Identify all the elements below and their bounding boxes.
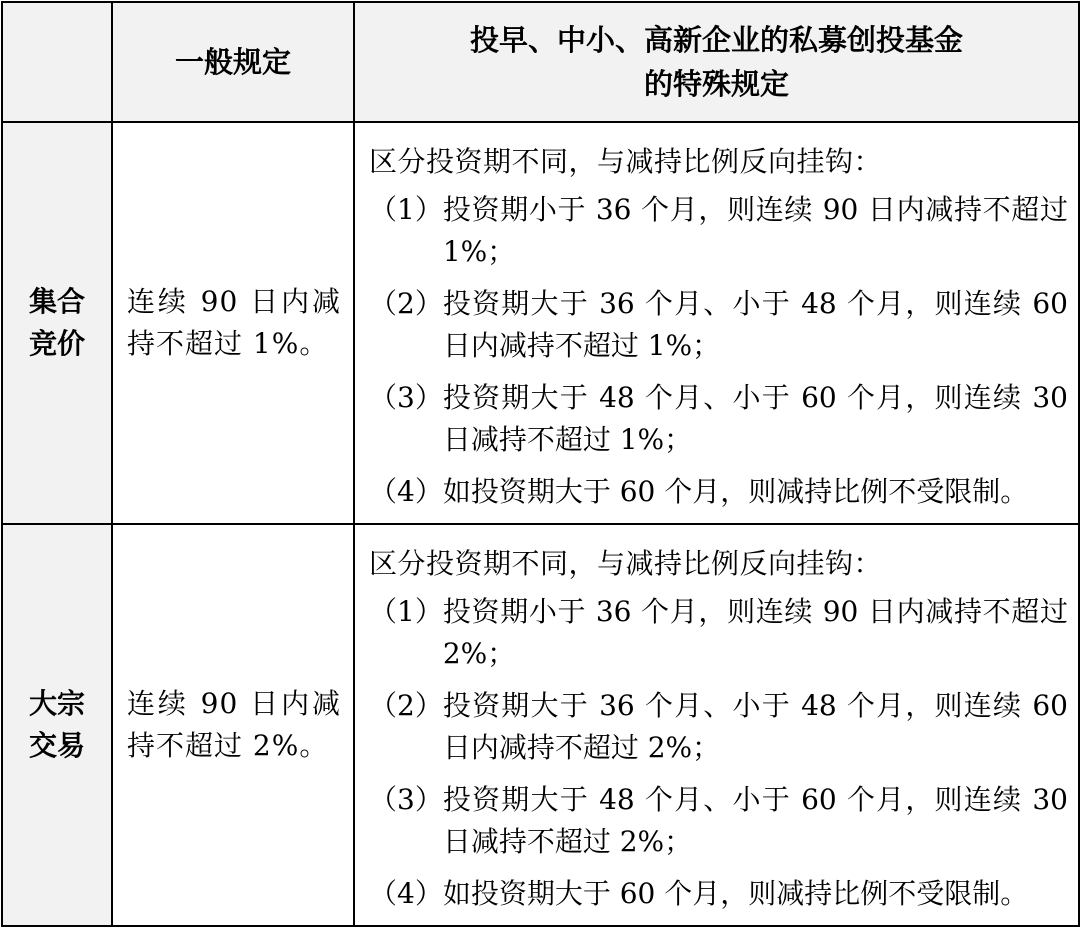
special-rule-item — [369, 189, 1068, 273]
table-header-row — [2, 2, 1079, 122]
special-rule-auction — [354, 122, 1079, 524]
row-label-line-2: 交易 — [28, 729, 85, 762]
special-rule-item — [369, 377, 1068, 461]
item-number: （4） — [369, 475, 443, 508]
item-number: （2） — [369, 689, 443, 722]
item-number: （1） — [369, 595, 443, 628]
item-number: （2） — [369, 287, 443, 320]
special-rule-item — [369, 283, 1068, 367]
header-corner-cell — [2, 2, 112, 122]
item-text: 投资期大于 48 个月、小于 60 个月，则连续 30 日减持不超过 1%； — [442, 381, 1068, 456]
special-rule-item — [369, 779, 1068, 863]
item-number: （1） — [369, 193, 443, 226]
header-general-rules: 一般规定 — [112, 2, 354, 122]
item-text: 投资期大于 36 个月、小于 48 个月，则连续 60 日内减持不超过 1%； — [442, 287, 1068, 362]
row-label-block-trade — [2, 524, 112, 926]
header-special-line-1: 投早、中小、高新企业的私募创投基金 — [469, 23, 963, 57]
general-rule-block-trade: 连续 90 日内减持不超过 2%。 — [112, 524, 354, 926]
item-text: 投资期大于 36 个月、小于 48 个月，则连续 60 日内减持不超过 2%； — [442, 689, 1068, 764]
special-rule-intro: 区分投资期不同，与减持比例反向挂钩： — [369, 547, 883, 580]
row-label-line-2: 竞价 — [28, 327, 85, 360]
item-text: 投资期大于 48 个月、小于 60 个月，则连续 30 日减持不超过 2%； — [442, 783, 1068, 858]
item-number: （4） — [369, 877, 443, 910]
special-rule-item — [369, 471, 1068, 513]
item-text: 投资期小于 36 个月，则连续 90 日内减持不超过 2%； — [442, 595, 1068, 670]
general-rule-auction: 连续 90 日内减持不超过 1%。 — [112, 122, 354, 524]
row-label-auction — [2, 122, 112, 524]
item-text: 如投资期大于 60 个月，则减持比例不受限制。 — [442, 877, 1029, 910]
row-label-line-1: 集合 — [28, 285, 85, 318]
reduction-rules-table — [1, 1, 1080, 927]
table-row-auction — [2, 122, 1079, 524]
item-text: 投资期小于 36 个月，则连续 90 日内减持不超过 1%； — [442, 193, 1068, 268]
item-number: （3） — [369, 381, 443, 414]
special-rule-intro: 区分投资期不同，与减持比例反向挂钩： — [369, 145, 883, 178]
item-text: 如投资期大于 60 个月，则减持比例不受限制。 — [442, 475, 1029, 508]
header-special-rules — [354, 2, 1079, 122]
item-number: （3） — [369, 783, 443, 816]
row-label-line-1: 大宗 — [28, 687, 85, 720]
special-rule-block-trade — [354, 524, 1079, 926]
special-rule-item — [369, 685, 1068, 769]
table-row-block-trade — [2, 524, 1079, 926]
header-special-line-2: 的特殊规定 — [643, 67, 789, 101]
special-rule-item — [369, 591, 1068, 675]
special-rule-item — [369, 873, 1068, 915]
